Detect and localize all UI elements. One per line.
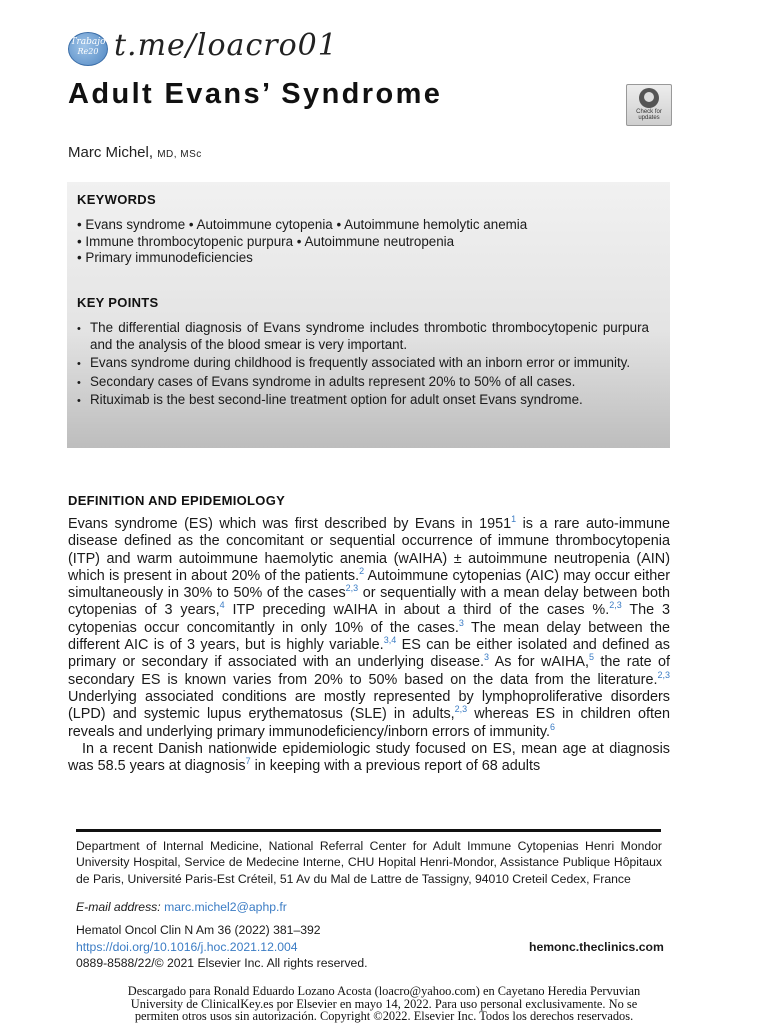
- key-point-item: • Rituximab is the best second-line treatment option for adult onset Evans syndrome.: [77, 392, 649, 409]
- author-name: Marc Michel,: [68, 144, 154, 161]
- text-run: Evans syndrome (ES) which was first described by Evans in 1951: [68, 516, 512, 532]
- check-updates-icon: [639, 88, 659, 108]
- citation-link[interactable]: 3: [483, 652, 489, 663]
- citation-link[interactable]: 6: [550, 721, 556, 732]
- check-updates-label: Check for updates: [636, 109, 662, 121]
- download-notice-line: Descargado para Ronald Eduardo Lozano Acosta (loacro@yahoo.com) en Cayetano Heredia Pervuvian: [127, 984, 641, 998]
- text-run: Underlying associated conditions are mostly represented by lymphoproliferative disorders (LPD) and systemic lupus erythematosus (SLE) in adults,: [68, 688, 670, 723]
- journal-site: hemonc.theclinics.com: [529, 940, 664, 954]
- email-line: [76, 900, 287, 914]
- watermark-badge-icon: [68, 32, 108, 66]
- watermark-badge-top: Trabajo: [70, 37, 106, 47]
- journal-citation: Hematol Oncol Clin N Am 36 (2022) 381–392: [76, 923, 321, 937]
- citation-link[interactable]: 4: [219, 600, 225, 611]
- citation-link[interactable]: 5: [588, 652, 594, 663]
- footnote-divider: [76, 829, 661, 832]
- key-point-item: • Secondary cases of Evans syndrome in adults represent 20% to 50% of all cases.: [77, 374, 649, 391]
- citation-link[interactable]: 2,3: [454, 704, 468, 715]
- download-notice-line: permiten otros usos sin autorización. Copyright ©2022. Elsevier Inc. Todos los derechos reservados.: [134, 1009, 634, 1023]
- affiliation: Department of Internal Medicine, National Referral Center for Adult Immune Cytopenias Henri Mondor University Hospital, Service de Medecine Interne, CHU Hopital Henri-Mondor, Assistance Publique Hôpitaux de Paris, Université Paris-Est Créteil, 51 Av du Mal de Lattre de Tassigny, 94010 Creteil Cedex, France: [76, 839, 662, 886]
- keywords-line: • Primary immunodeficiencies: [77, 250, 253, 265]
- text-run: As for wAIHA,: [488, 654, 589, 671]
- citation-link[interactable]: 2,3: [609, 600, 622, 611]
- watermark: [68, 30, 348, 70]
- text-run: the rate of secondary ES is known varies from 20% to 50% based on the data from the literature.: [68, 654, 670, 688]
- article-title: Adult Evans’ Syndrome: [68, 78, 443, 110]
- citation-link[interactable]: 3,4: [383, 635, 397, 646]
- paragraph-1: [68, 516, 670, 741]
- citation-link[interactable]: 7: [245, 756, 251, 767]
- text-run: ES can be either isolated and defined as primary or secondary if associated with an underlying disease.: [68, 637, 670, 671]
- keywords-box: [67, 182, 670, 448]
- watermark-badge-bottom: Re20: [77, 47, 99, 56]
- text-run: whereas ES in children often reveals and underlying primary immunodeficiency/inborn errors of immunity.: [68, 706, 670, 740]
- citation-link[interactable]: 3: [458, 617, 464, 628]
- watermark-text: t.me/loacro01: [114, 28, 338, 63]
- key-points-list: [77, 320, 649, 411]
- download-notice-line: University de ClinicalKey.es por Elsevier en mayo 14, 2022. Para uso personal exclusivamente. No se: [130, 996, 638, 1011]
- body-text: [68, 516, 670, 775]
- text-run: The 3 cytopenias occur concomitantly in only 10% of the cases.: [68, 602, 670, 636]
- issn-copyright: 0889-8588/22/© 2021 Elsevier Inc. All rights reserved.: [76, 956, 368, 970]
- key-point-item: • Evans syndrome during childhood is frequently associated with an inborn error or immunity.: [77, 355, 649, 372]
- download-notice: [94, 985, 674, 1023]
- author-line: [68, 144, 202, 161]
- keywords-heading: KEYWORDS: [77, 192, 156, 207]
- citation-link[interactable]: 2: [359, 566, 365, 577]
- paragraph-2: [68, 741, 670, 776]
- email-label: E-mail address:: [76, 900, 161, 914]
- text-run: is a rare auto-immune disease defined as the concomitant or sequential occurrence of immune thrombocytopenia (ITP) and warm autoimmune haemolytic anemia (wAIHA) ± autoimmune neutropenia (AIN) which is present in about 20% of the patients.: [68, 516, 671, 584]
- keywords-list: [77, 217, 527, 267]
- key-points-heading: KEY POINTS: [77, 295, 159, 310]
- citation-link[interactable]: 2,3: [657, 669, 670, 680]
- keywords-line: • Evans syndrome • Autoimmune cytopenia • Autoimmune hemolytic anemia: [77, 217, 528, 232]
- citation-link[interactable]: 1: [511, 514, 517, 525]
- email-link[interactable]: marc.michel2@aphp.fr: [164, 900, 287, 914]
- doi-link[interactable]: https://doi.org/10.1016/j.hoc.2021.12.004: [76, 940, 298, 954]
- author-degrees: MD, MSc: [157, 149, 202, 160]
- citation-link[interactable]: 2,3: [345, 583, 359, 594]
- text-run: Autoimmune cytopenias (AIC) may occur either simultaneously in 30% to 50% of the cases: [68, 567, 670, 602]
- check-for-updates-button[interactable]: [626, 84, 672, 126]
- key-point-item: • The differential diagnosis of Evans syndrome includes thrombotic thrombocytopenic purpura and the analysis of the blood smear is very important.: [77, 320, 649, 353]
- section-heading: DEFINITION AND EPIDEMIOLOGY: [68, 493, 286, 508]
- keywords-line: • Immune thrombocytopenic purpura • Autoimmune neutropenia: [77, 233, 455, 249]
- text-run: or sequentially with a mean delay between both cytopenias of 3 years,: [68, 585, 670, 619]
- text-run: ITP preceding wAIHA in about a third of the cases %.: [224, 602, 610, 619]
- text-run: in keeping with a previous report of 68 adults: [250, 758, 541, 775]
- text-run: The mean delay between the different AIC is of 3 years, but is highly variable.: [68, 619, 670, 654]
- text-run: In a recent Danish nationwide epidemiologic study focused on ES, mean age at diagnosis was 58.5 years at diagnosis: [68, 740, 670, 775]
